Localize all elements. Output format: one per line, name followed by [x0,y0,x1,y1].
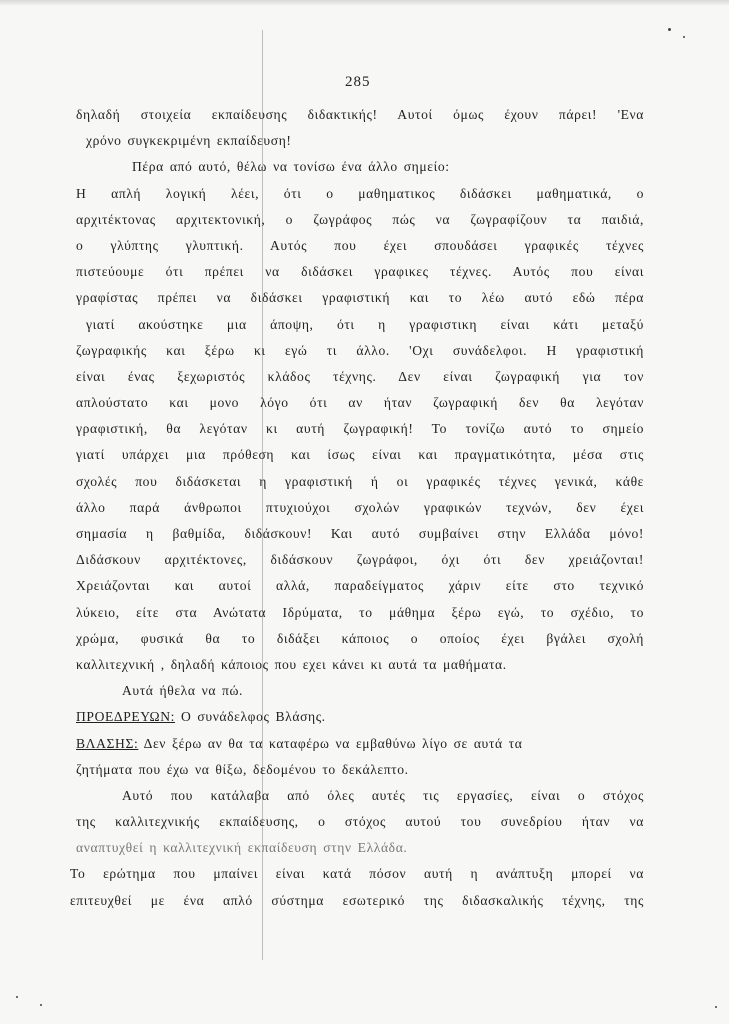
text-line: ο γλύπτης γλυπτική. Αυτός που έχει σπουδάσει γραφικές τέχνες [76,237,644,253]
text-line: γραφιστική, θα λεγόταν κι αυτή ζωγραφική! Το τονίζω αυτό το σημείο [76,421,644,437]
text-line: Πέρα από αυτό, θέλω να τονίσω ένα άλλο σημείο: [132,159,450,175]
scan-speck [40,1004,42,1006]
scan-speck [668,28,671,31]
speaker-line-chair [76,704,644,730]
speaker-label-vlasis: ΒΛΑΣΗΣ: [76,735,139,751]
text-line: Η απλή λογική λέει, ότι ο μαθηματικος διδάσκει μαθηματικά, ο [76,185,644,201]
text-line: δηλαδή στοιχεία εκπαίδευσης διδακτικής! Αυτοί όμως έχουν πάρει! 'Ενα [76,107,644,122]
text-line: χρόνο συγκεκριμένη εκπαίδευση! [86,133,292,149]
text-line: Το ερώτημα που μπαίνει είναι κατά πόσον αυτή η ανάπτυξη μπορεί να [70,866,644,882]
text-line: γραφίστας πρέπει να διδάσκει γραφιστική και το λέω αυτό εδώ πέρα [76,290,644,306]
speaker-text: Ο συνάδελφος Βλάσης. [181,709,326,725]
scan-speck [683,36,685,38]
speaker-text: Δεν ξέρω αν θα τα καταφέρω να εμβαθύνω λίγο σε αυτά τα [143,735,523,751]
text-line: χρώμα, φυσικά θα το διδάξει κάποιος ο οποίος έχει βγάλει σχολή [76,630,644,646]
text-line: σημασία η βαθμίδα, διδάσκουν! Και αυτό συμβαίνει στην Ελλάδα μόνο! [76,526,644,541]
text-line: Διδάσκουν αρχιτέκτονες, διδάσκουν ζωγράφοι, όχι ότι δεν χρειάζονται! [76,552,644,568]
text-line: Χρειάζονται και αυτοί αλλά, παραδείγματος χάριν είτε στο τεχνικό [76,578,644,594]
text-line: πιστεύουμε ότι πρέπει να διδάσκει γραφικες τέχνες. Αυτός που είναι [76,264,644,280]
text-line: απλούστατο και μονο λόγο ότι αν ήταν ζωγραφική δεν θα λεγόταν [76,395,644,411]
text-line: σχολές που διδάσκεται η γραφιστική ή οι γραφικές τέχνες γενικά, κάθε [76,473,644,489]
scan-speck [16,996,18,998]
text-line: λύκειο, είτε στα Ανώτατα Ιδρύματα, το μάθημα ξέρω εγώ, το σχέδιο, το [76,604,644,620]
text-line: Αυτά ήθελα να πώ. [122,683,244,699]
transcript-body [70,102,644,914]
speaker-line-vlasis [76,731,644,757]
text-line: ζωγραφικής και ξέρω κι εγώ τι άλλο. 'Οχι συνάδελφοι. Η γραφιστική [76,342,644,358]
speaker-label-chair: ΠΡΟΕΔΡΕΥΩΝ: [76,709,176,725]
page-number: 285 [345,74,371,90]
text-line: καλλιτεχνική , δηλαδή κάποιος που εχει κάνει κι αυτά τα μαθήματα. [76,656,507,672]
text-line: ζητήματα που έχω να θίξω, δεδομένου το δεκάλεπτο. [76,761,409,777]
text-line: γιατί ακούστηκε μια άποψη, ότι η γραφιστικη είναι κάτι μεταξύ [86,316,644,332]
text-line: Αυτό που κατάλαβα από όλες αυτές τις εργασίες, είναι ο στόχος [122,787,644,803]
scan-speck [715,1006,717,1008]
text-line: επιτευχθεί με ένα απλό σύστημα εσωτερικό της διδασκαλικής τέχνης, της [70,892,644,908]
scan-edge [0,0,729,6]
text-line: της καλλιτεχνικής εκπαίδευσης, ο στόχος αυτού του συνεδρίου ήταν να [76,814,644,830]
text-line: γιατί υπάρχει μια πρόθεση και ίσως είναι και πραγματικότητα, μέσα στις [76,447,644,463]
text-line: αρχιτέκτονας αρχιτεκτονική, ο ζωγράφος πώς να ζωγραφίζουν τα παιδιά, [76,211,644,227]
text-line: άλλο παρά άνθρωποι πτυχιούχοι σχολών γραφικών τεχνών, δεν έχει [76,499,644,515]
text-line: είναι ένας ξεχωριστός κλάδος τέχνης. Δεν είναι ζωγραφική για τον [76,368,644,384]
text-line: αναπτυχθεί η καλλιτεχνική εκπαίδευση στην Ελλάδα. [76,840,408,856]
